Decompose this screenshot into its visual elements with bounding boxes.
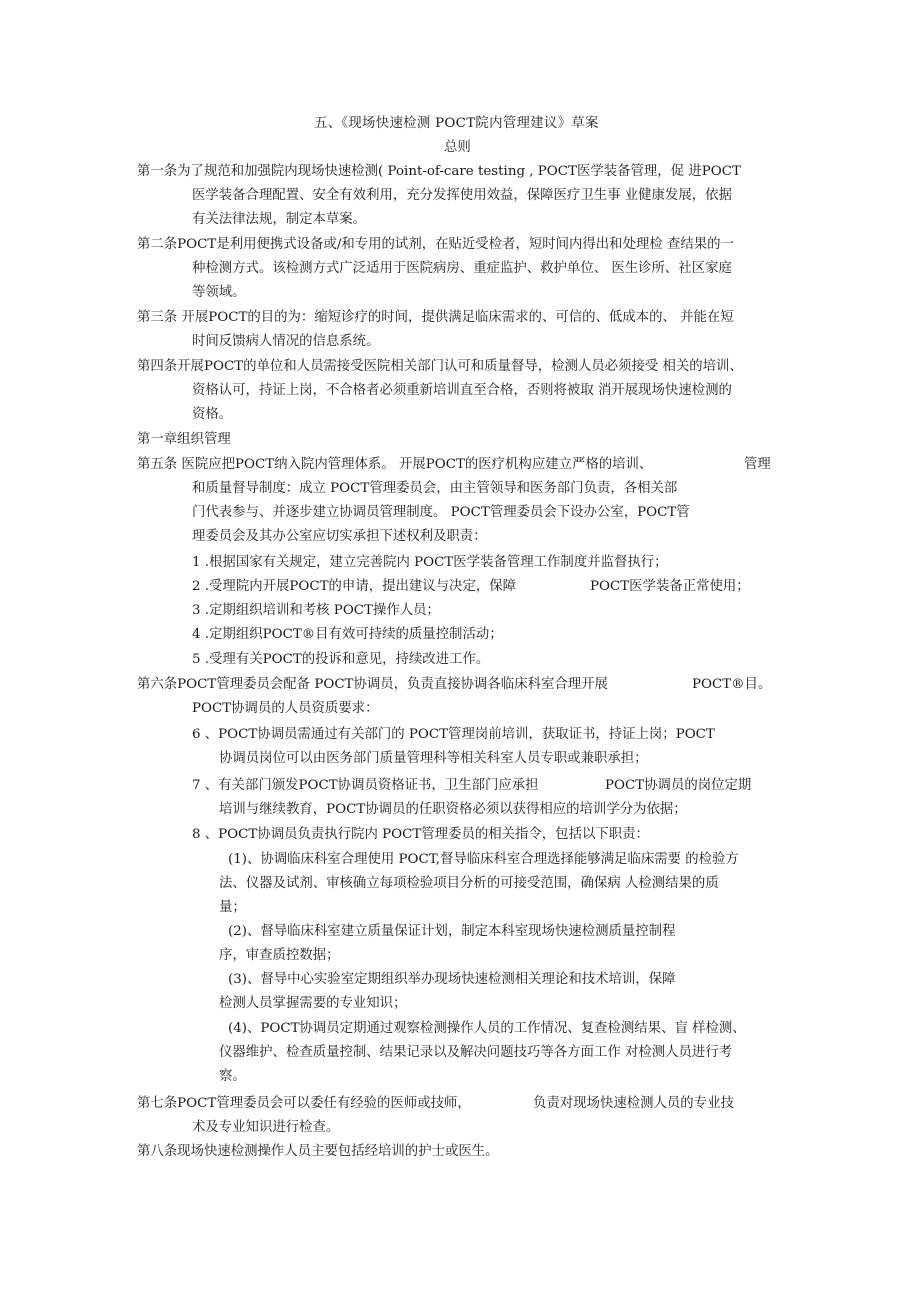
list-item: 6 、POCT协调员需通过有关部门的 POCT管理岗前培训，获取证书，持证上岗；POCT xyxy=(192,727,715,742)
list-item: (2)、督导临床科室建立质量保证计划，制定本科室现场快速检测质量控制程 xyxy=(228,924,676,939)
list-item: 法、仪器及试剂、审核确立每项检验项目分析的可接受范围，确保病 人检测结果的质 xyxy=(219,876,719,891)
text-line: 第一条为了规范和加强院内现场快速检测( Point-of-care testing , POCT医学装备管理，促 进POCT xyxy=(137,164,741,179)
list-item: 协调员岗位可以由医务部门质量管理科等相关科室人员专职或兼职承担； xyxy=(219,751,648,766)
section-heading: 总则 xyxy=(444,140,471,155)
list-item: 2 .受理院内开展POCT的申请，提出建议与决定，保障 xyxy=(192,579,517,594)
text-line: 有关法律法规，制定本草案。 xyxy=(192,212,367,227)
text-line: 管理 xyxy=(744,457,771,472)
text-line: 资格。 xyxy=(192,407,233,422)
document-title: 五、《现场快速检测 POCT院内管理建议》草案 xyxy=(314,116,599,131)
text-line: 术及专业知识进行检查。 xyxy=(192,1120,340,1135)
list-item: POCT协调员的岗位定期 xyxy=(605,778,752,793)
text-line: 和质量督导制度：成立 POCT管理委员会，由主管领导和医务部门负责，各相关部 xyxy=(192,481,678,496)
text-line: 理委员会及其办公室应切实承担下述权利及职责： xyxy=(192,529,487,544)
text-line: 种检测方式。该检测方式广泛适用于医院病房、重症监护、救护单位、 医生诊所、社区家庭 xyxy=(192,261,732,276)
list-item: POCT医学装备正常使用； xyxy=(590,579,750,594)
list-item: 培训与继续教育，POCT协调员的任职资格必须以获得相应的培训学分为依据； xyxy=(219,802,687,817)
list-item: 5 .受理有关POCT的投诉和意见，持续改进工作。 xyxy=(192,652,490,667)
list-item: 1 .根据国家有关规定，建立完善院内 POCT医学装备管理工作制度并监督执行； xyxy=(192,555,668,570)
list-item: 8 、POCT协调员负责执行院内 POCT管理委员的相关指令，包括以下职责： xyxy=(192,827,649,842)
text-line: 第六条POCT管理委员会配备 POCT协调员，负责直接协调各临床科室合理开展 xyxy=(137,677,608,692)
list-item: 4 .定期组织POCT®目有效可持续的质量控制活动； xyxy=(192,627,503,642)
text-line: 第七条POCT管理委员会可以委任有经验的医师或技师， xyxy=(137,1096,471,1111)
text-line: 第三条 开展POCT的目的为：缩短诊疗的时间，提供满足临床需求的、可信的、低成本的、 并能在短 xyxy=(137,310,734,325)
list-item: 序，审查质控数据； xyxy=(219,948,340,963)
text-line: 负责对现场快速检测人员的专业技 xyxy=(533,1096,734,1111)
list-item: 仪器维护、检查质量控制、结果记录以及解决问题技巧等各方面工作 对检测人员进行考 xyxy=(219,1045,733,1060)
list-item: 3 .定期组织培训和考核 POCT操作人员； xyxy=(192,603,440,618)
text-line: 门代表参与、并逐步建立协调员管理制度。 POCT管理委员会下设办公室，POCT管 xyxy=(192,505,690,520)
text-line: 医学装备合理配置、安全有效利用，充分发挥使用效益，保障医疗卫生事 业健康发展，依据 xyxy=(192,188,732,203)
list-item: 检测人员掌握需要的专业知识； xyxy=(219,996,407,1011)
list-item: (1)、协调临床科室合理使用 POCT,督导临床科室合理选择能够满足临床需要 的检验方 xyxy=(228,852,739,867)
text-line: 等领域。 xyxy=(192,285,246,300)
text-line: 资格认可，持证上岗，不合格者必须重新培训直至合格，否则将被取 消开展现场快速检测的 xyxy=(192,383,732,398)
text-line: POCT®目。 xyxy=(692,677,772,692)
text-line: 时间反馈病人情况的信息系统。 xyxy=(192,334,380,349)
list-item: 察。 xyxy=(219,1069,246,1084)
text-line: 第二条POCT是利用便携式设备或/和专用的试剂，在贴近受检者，短时间内得出和处理检 查结果的一 xyxy=(137,237,734,252)
text-line: 第五条 医院应把POCT纳入院内管理体系。 开展POCT的医疗机构应建立严格的培训、 xyxy=(137,457,653,472)
text-line: 第八条现场快速检测操作人员主要包括经培训的护士或医生。 xyxy=(137,1144,499,1159)
list-item: 7 、有关部门颁发POCT协调员资格证书，卫生部门应承担 xyxy=(192,778,539,793)
chapter-heading: 第一章组织管理 xyxy=(137,432,231,447)
list-item: (4)、POCT协调员定期通过观察检测操作人员的工作情况、复查检测结果、盲 样检测、 xyxy=(228,1021,746,1036)
list-item: 量； xyxy=(219,900,246,915)
text-line: POCT协调员的人员资质要求： xyxy=(192,701,379,716)
list-item: (3)、督导中心实验室定期组织举办现场快速检测相关理论和技术培训，保障 xyxy=(228,972,676,987)
text-line: 第四条开展POCT的单位和人员需接受医院相关部门认可和质量督导，检测人员必须接受 相关的培训、 xyxy=(137,359,743,374)
